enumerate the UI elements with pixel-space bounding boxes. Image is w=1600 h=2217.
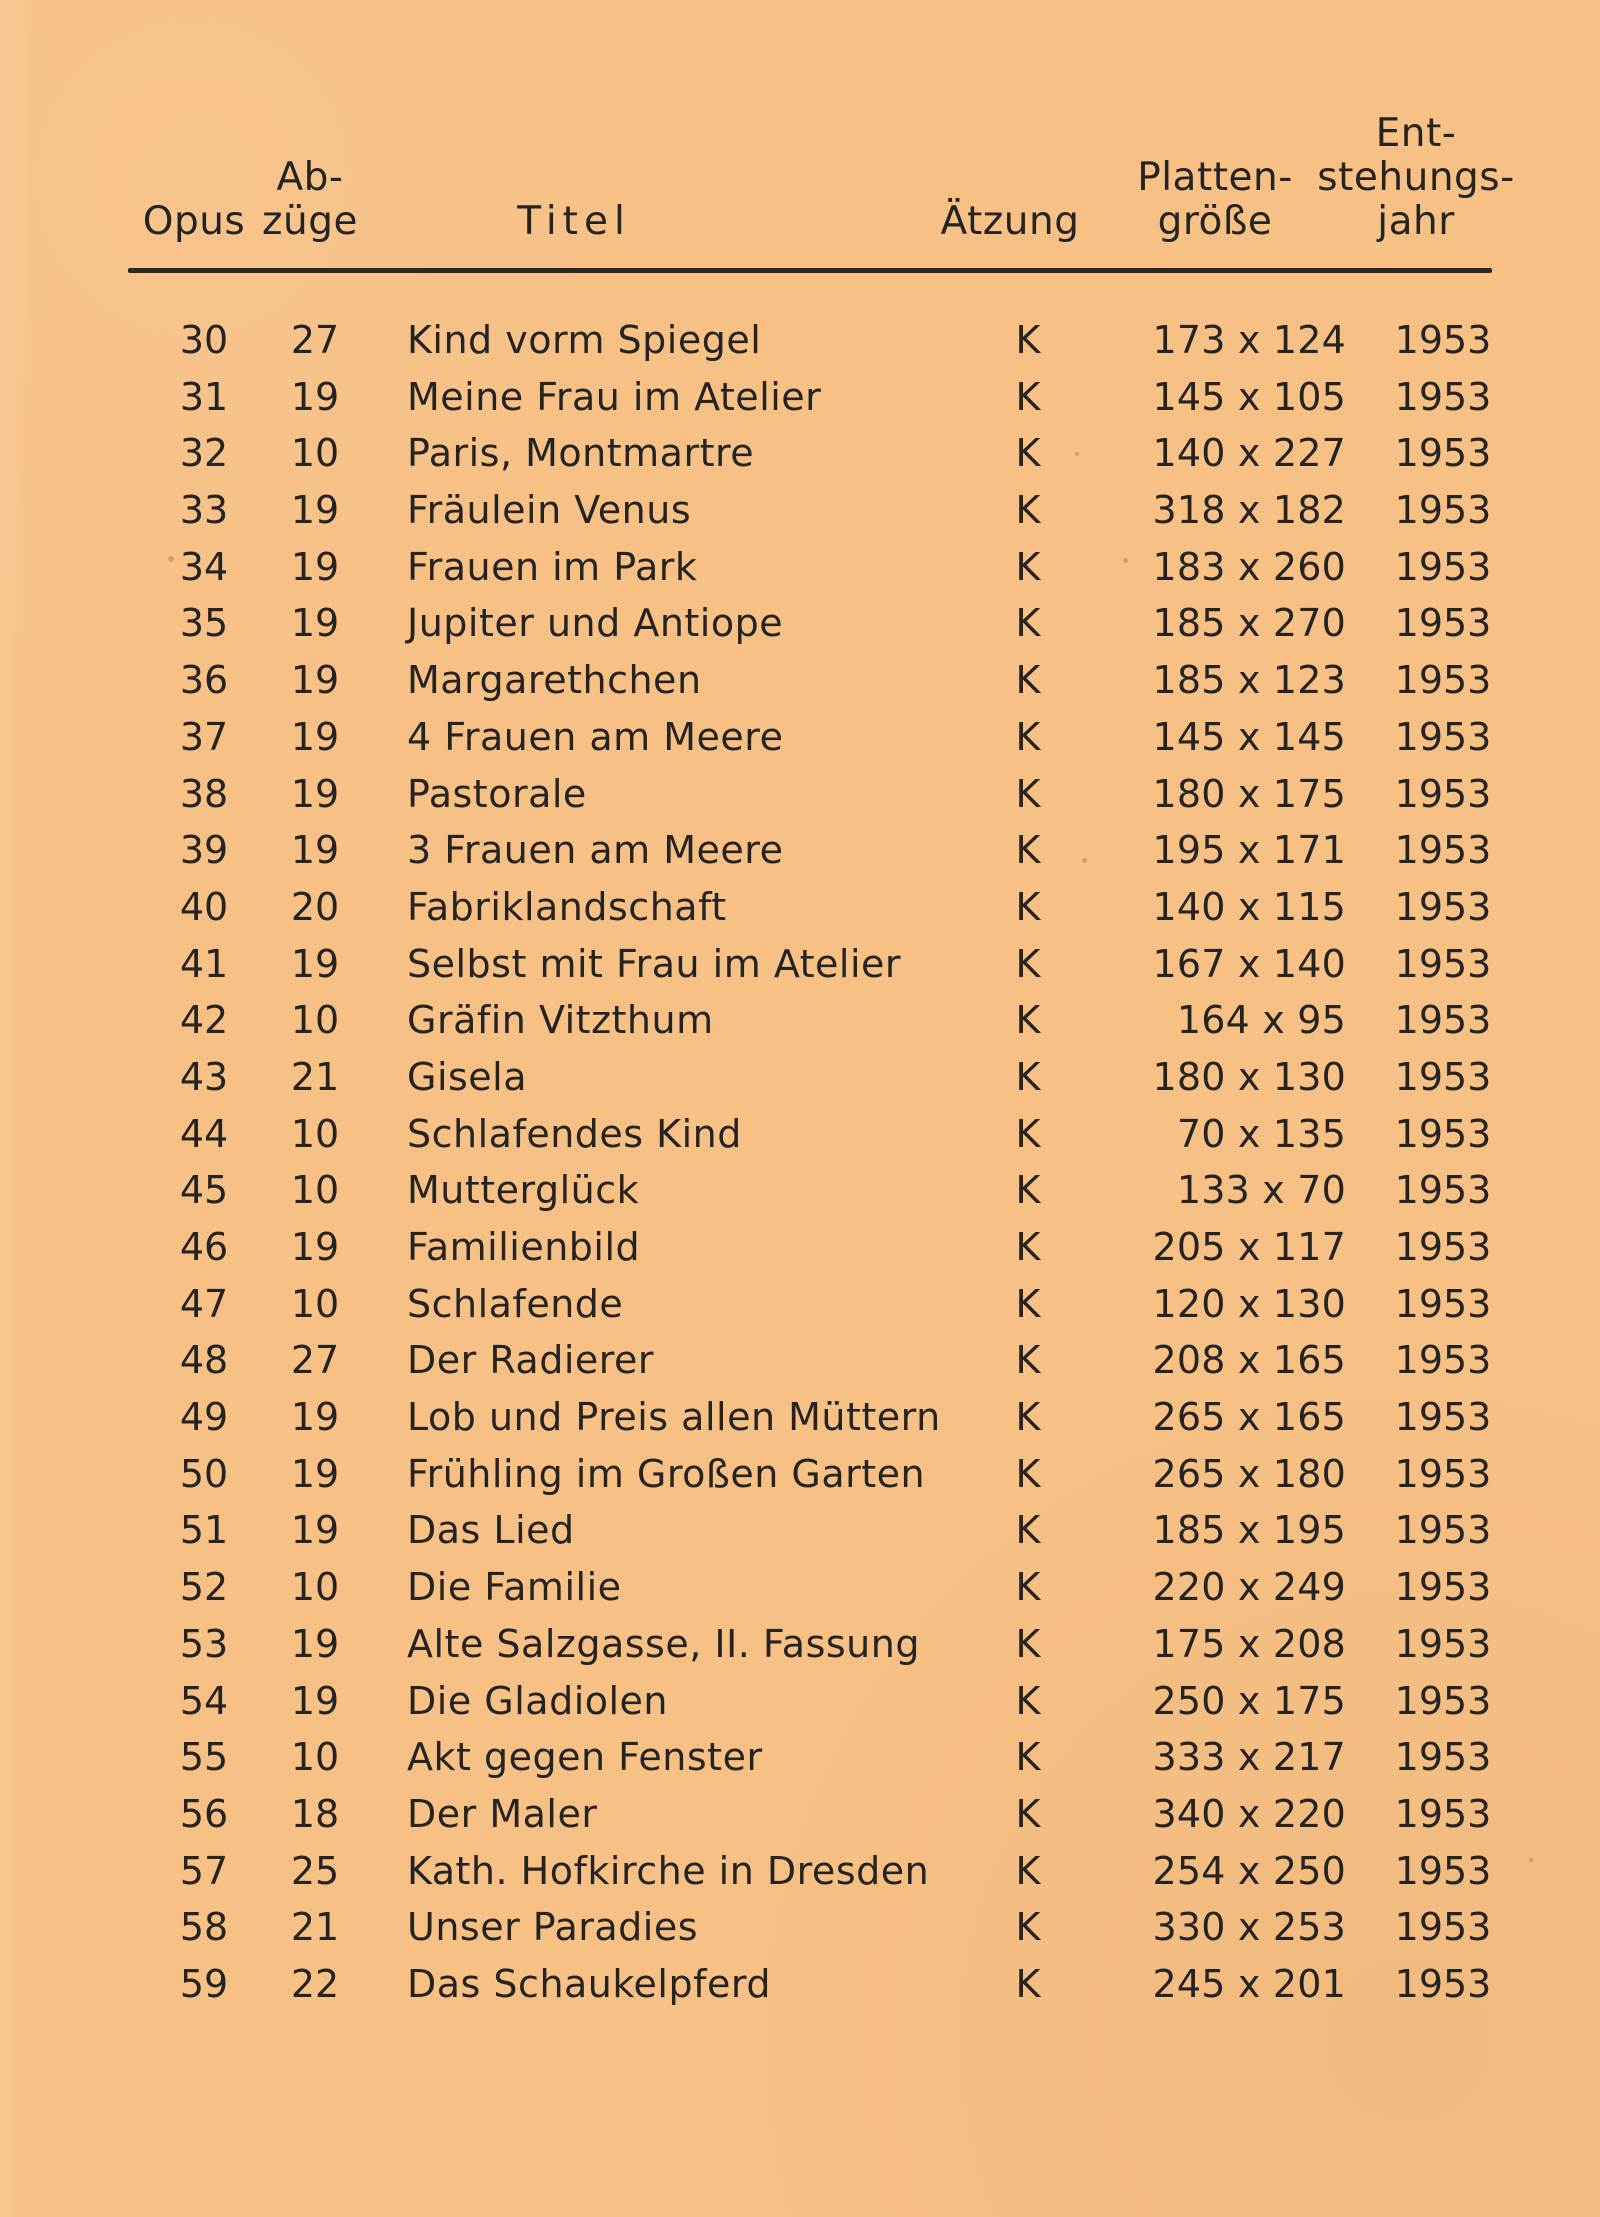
entstehungsjahr-cell: 1953 [1394, 1281, 1492, 1326]
plattengroesse-cell: 205 x 117 [1152, 1225, 1346, 1269]
abzuege-cell: 10 [290, 998, 340, 1043]
header-abzuege [250, 156, 370, 244]
opus-cell: 47 [179, 1281, 229, 1326]
header-jahr-line3: jahr [1377, 199, 1455, 244]
entstehungsjahr-cell: 1953 [1394, 1791, 1492, 1836]
table-row [0, 1843, 1600, 1900]
table-row [0, 482, 1600, 539]
entstehungsjahr-cell: 1953 [1394, 884, 1492, 929]
plattengroesse-cell: 145 x 145 [1152, 714, 1346, 759]
aetzung-cell: K [1015, 318, 1041, 362]
aetzung-cell: K [1015, 658, 1041, 703]
aetzung-cell: K [1015, 1621, 1041, 1666]
abzuege-cell: 10 [290, 431, 340, 476]
aetzung-cell: K [1015, 1225, 1041, 1269]
aetzung-cell: K [1015, 1678, 1041, 1723]
plattengroesse-cell: 145 x 105 [1152, 374, 1346, 419]
abzuege-cell: 21 [290, 1054, 340, 1099]
aetzung-cell: K [1015, 884, 1041, 929]
plattengroesse-cell: 140 x 227 [1152, 431, 1346, 476]
entstehungsjahr-cell: 1953 [1394, 1565, 1492, 1610]
header-platten-line2: größe [1157, 199, 1273, 244]
abzuege-cell: 20 [290, 884, 340, 929]
titel-cell: Mutterglück [407, 1168, 640, 1213]
header-aetzung-label: Ätzung [940, 199, 1080, 244]
paper-speck [1082, 858, 1087, 863]
abzuege-cell: 19 [290, 544, 340, 589]
plattengroesse-cell: 173 x 124 [1152, 318, 1346, 362]
plattengroesse-cell: 318 x 182 [1152, 488, 1346, 533]
titel-cell: Fabriklandschaft [407, 884, 727, 929]
header-aetzung [935, 200, 1085, 244]
titel-cell: 4 Frauen am Meere [407, 714, 784, 759]
plattengroesse-cell: 183 x 260 [1152, 544, 1346, 589]
table-row [0, 312, 1600, 369]
table-row [0, 1673, 1600, 1730]
catalog-table [0, 312, 1600, 2013]
plattengroesse-cell: 180 x 130 [1152, 1054, 1346, 1099]
plattengroesse-cell: 70 x 135 [1176, 1111, 1346, 1156]
titel-cell: Selbst mit Frau im Atelier [407, 941, 902, 986]
plattengroesse-cell: 330 x 253 [1152, 1905, 1346, 1950]
titel-cell: Lob und Preis allen Müttern [407, 1395, 941, 1440]
abzuege-cell: 10 [290, 1111, 340, 1156]
plattengroesse-cell: 265 x 180 [1152, 1451, 1346, 1496]
aetzung-cell: K [1015, 941, 1041, 986]
abzuege-cell: 27 [290, 318, 340, 362]
abzuege-cell: 18 [290, 1791, 340, 1836]
titel-cell: Die Familie [407, 1565, 622, 1610]
opus-cell: 31 [179, 374, 229, 419]
aetzung-cell: K [1015, 1791, 1041, 1836]
opus-cell: 42 [179, 998, 229, 1043]
plattengroesse-cell: 185 x 123 [1152, 658, 1346, 703]
titel-cell: Frühling im Großen Garten [407, 1451, 926, 1496]
header-abzuege-line1: Ab- [276, 155, 344, 200]
opus-cell: 58 [179, 1905, 229, 1950]
table-row [0, 992, 1600, 1049]
opus-cell: 48 [179, 1338, 229, 1383]
plattengroesse-cell: 208 x 165 [1152, 1338, 1346, 1383]
abzuege-cell: 19 [290, 1225, 340, 1269]
opus-cell: 37 [179, 714, 229, 759]
table-row [0, 1559, 1600, 1616]
aetzung-cell: K [1015, 1735, 1041, 1780]
aetzung-cell: K [1015, 1054, 1041, 1099]
abzuege-cell: 19 [290, 601, 340, 646]
titel-cell: Der Maler [407, 1791, 598, 1836]
abzuege-cell: 19 [290, 1508, 340, 1553]
entstehungsjahr-cell: 1953 [1394, 601, 1492, 646]
entstehungsjahr-cell: 1953 [1394, 1961, 1492, 2006]
table-row [0, 1106, 1600, 1163]
header-divider [128, 268, 1492, 273]
aetzung-cell: K [1015, 1338, 1041, 1383]
titel-cell: Jupiter und Antiope [407, 601, 784, 646]
aetzung-cell: K [1015, 771, 1041, 816]
aetzung-cell: K [1015, 488, 1041, 533]
aetzung-cell: K [1015, 601, 1041, 646]
table-row [0, 1899, 1600, 1956]
aetzung-cell: K [1015, 1111, 1041, 1156]
opus-cell: 43 [179, 1054, 229, 1099]
opus-cell: 36 [179, 658, 229, 703]
header-plattengroesse [1120, 156, 1310, 244]
header-titel [494, 200, 654, 244]
entstehungsjahr-cell: 1953 [1394, 658, 1492, 703]
table-row [0, 369, 1600, 426]
titel-cell: Alte Salzgasse, II. Fassung [407, 1621, 920, 1666]
table-row [0, 1616, 1600, 1673]
abzuege-cell: 19 [290, 1451, 340, 1496]
abzuege-cell: 10 [290, 1281, 340, 1326]
opus-cell: 59 [179, 1961, 229, 2006]
entstehungsjahr-cell: 1953 [1394, 771, 1492, 816]
abzuege-cell: 19 [290, 714, 340, 759]
table-row [0, 539, 1600, 596]
plattengroesse-cell: 164 x 95 [1176, 998, 1346, 1043]
entstehungsjahr-cell: 1953 [1394, 1168, 1492, 1213]
opus-cell: 45 [179, 1168, 229, 1213]
aetzung-cell: K [1015, 1565, 1041, 1610]
titel-cell: Das Schaukelpferd [407, 1961, 771, 2006]
header-jahr-line1: Ent- [1375, 111, 1457, 156]
aetzung-cell: K [1015, 1281, 1041, 1326]
abzuege-cell: 10 [290, 1565, 340, 1610]
entstehungsjahr-cell: 1953 [1394, 1735, 1492, 1780]
entstehungsjahr-cell: 1953 [1394, 1905, 1492, 1950]
plattengroesse-cell: 220 x 249 [1152, 1565, 1346, 1610]
abzuege-cell: 10 [290, 1168, 340, 1213]
entstehungsjahr-cell: 1953 [1394, 941, 1492, 986]
opus-cell: 35 [179, 601, 229, 646]
opus-cell: 50 [179, 1451, 229, 1496]
table-row [0, 1162, 1600, 1219]
paper-speck [1529, 1858, 1533, 1862]
header-opus-label: Opus [142, 199, 246, 244]
opus-cell: 30 [179, 318, 229, 362]
titel-cell: Akt gegen Fenster [407, 1735, 763, 1780]
titel-cell: Familienbild [407, 1225, 641, 1269]
abzuege-cell: 19 [290, 771, 340, 816]
plattengroesse-cell: 195 x 171 [1152, 828, 1346, 873]
abzuege-cell: 19 [290, 374, 340, 419]
aetzung-cell: K [1015, 1168, 1041, 1213]
table-row [0, 1729, 1600, 1786]
paper-speck [1123, 558, 1128, 563]
titel-cell: Meine Frau im Atelier [407, 374, 822, 419]
entstehungsjahr-cell: 1953 [1394, 828, 1492, 873]
entstehungsjahr-cell: 1953 [1394, 318, 1492, 362]
table-row [0, 1332, 1600, 1389]
opus-cell: 46 [179, 1225, 229, 1269]
titel-cell: Gräfin Vitzthum [407, 998, 714, 1043]
table-row [0, 709, 1600, 766]
opus-cell: 34 [179, 544, 229, 589]
opus-cell: 51 [179, 1508, 229, 1553]
titel-cell: Pastorale [407, 771, 587, 816]
plattengroesse-cell: 265 x 165 [1152, 1395, 1346, 1440]
titel-cell: Kath. Hofkirche in Dresden [407, 1848, 930, 1893]
plattengroesse-cell: 245 x 201 [1152, 1961, 1346, 2006]
abzuege-cell: 25 [290, 1848, 340, 1893]
plattengroesse-cell: 340 x 220 [1152, 1791, 1346, 1836]
abzuege-cell: 27 [290, 1338, 340, 1383]
opus-cell: 57 [179, 1848, 229, 1893]
titel-cell: Schlafendes Kind [407, 1111, 742, 1156]
plattengroesse-cell: 180 x 175 [1152, 771, 1346, 816]
titel-cell: Paris, Montmartre [407, 431, 755, 476]
abzuege-cell: 19 [290, 1395, 340, 1440]
opus-cell: 38 [179, 771, 229, 816]
table-row [0, 879, 1600, 936]
table-row [0, 1446, 1600, 1503]
opus-cell: 40 [179, 884, 229, 929]
entstehungsjahr-cell: 1953 [1394, 1621, 1492, 1666]
abzuege-cell: 19 [290, 828, 340, 873]
entstehungsjahr-cell: 1953 [1394, 431, 1492, 476]
aetzung-cell: K [1015, 1508, 1041, 1553]
titel-cell: Schlafende [407, 1281, 624, 1326]
table-row [0, 1276, 1600, 1333]
plattengroesse-cell: 175 x 208 [1152, 1621, 1346, 1666]
opus-cell: 32 [179, 431, 229, 476]
titel-cell: Die Gladiolen [407, 1678, 669, 1723]
plattengroesse-cell: 167 x 140 [1152, 941, 1346, 986]
titel-cell: Das Lied [407, 1508, 575, 1553]
abzuege-cell: 19 [290, 1678, 340, 1723]
entstehungsjahr-cell: 1953 [1394, 1054, 1492, 1099]
abzuege-cell: 19 [290, 658, 340, 703]
entstehungsjahr-cell: 1953 [1394, 1678, 1492, 1723]
table-row [0, 652, 1600, 709]
titel-cell: Kind vorm Spiegel [407, 318, 762, 362]
entstehungsjahr-cell: 1953 [1394, 1338, 1492, 1383]
plattengroesse-cell: 333 x 217 [1152, 1735, 1346, 1780]
aetzung-cell: K [1015, 1905, 1041, 1950]
plattengroesse-cell: 133 x 70 [1176, 1168, 1346, 1213]
titel-cell: Der Radierer [407, 1338, 655, 1383]
aetzung-cell: K [1015, 1451, 1041, 1496]
aetzung-cell: K [1015, 998, 1041, 1043]
opus-cell: 49 [179, 1395, 229, 1440]
titel-cell: Fräulein Venus [407, 488, 692, 533]
opus-cell: 52 [179, 1565, 229, 1610]
plattengroesse-cell: 250 x 175 [1152, 1678, 1346, 1723]
aetzung-cell: K [1015, 374, 1041, 419]
entstehungsjahr-cell: 1953 [1394, 1848, 1492, 1893]
entstehungsjahr-cell: 1953 [1394, 488, 1492, 533]
aetzung-cell: K [1015, 714, 1041, 759]
opus-cell: 53 [179, 1621, 229, 1666]
header-entstehungsjahr [1311, 112, 1521, 244]
header-platten-line1: Platten- [1137, 155, 1293, 200]
entstehungsjahr-cell: 1953 [1394, 998, 1492, 1043]
aetzung-cell: K [1015, 1961, 1041, 2006]
titel-cell: Unser Paradies [407, 1905, 699, 1950]
abzuege-cell: 21 [290, 1905, 340, 1950]
aetzung-cell: K [1015, 1848, 1041, 1893]
plattengroesse-cell: 120 x 130 [1152, 1281, 1346, 1326]
table-row [0, 936, 1600, 993]
table-row [0, 1956, 1600, 2013]
plattengroesse-cell: 140 x 115 [1152, 884, 1346, 929]
header-opus [142, 200, 246, 244]
titel-cell: Gisela [407, 1054, 528, 1099]
header-abzuege-line2: züge [262, 199, 358, 244]
abzuege-cell: 19 [290, 941, 340, 986]
aetzung-cell: K [1015, 1395, 1041, 1440]
table-row [0, 1389, 1600, 1446]
opus-cell: 54 [179, 1678, 229, 1723]
entstehungsjahr-cell: 1953 [1394, 1111, 1492, 1156]
opus-cell: 41 [179, 941, 229, 986]
abzuege-cell: 10 [290, 1735, 340, 1780]
opus-cell: 39 [179, 828, 229, 873]
entstehungsjahr-cell: 1953 [1394, 544, 1492, 589]
table-row [0, 1219, 1600, 1276]
plattengroesse-cell: 185 x 195 [1152, 1508, 1346, 1553]
titel-cell: 3 Frauen am Meere [407, 828, 784, 873]
plattengroesse-cell: 185 x 270 [1152, 601, 1346, 646]
entstehungsjahr-cell: 1953 [1394, 1508, 1492, 1553]
abzuege-cell: 19 [290, 488, 340, 533]
table-row [0, 595, 1600, 652]
opus-cell: 56 [179, 1791, 229, 1836]
titel-cell: Frauen im Park [407, 544, 698, 589]
paper-speck [168, 556, 174, 562]
titel-cell: Margarethchen [407, 658, 702, 703]
entstehungsjahr-cell: 1953 [1394, 714, 1492, 759]
abzuege-cell: 19 [290, 1621, 340, 1666]
plattengroesse-cell: 254 x 250 [1152, 1848, 1346, 1893]
entstehungsjahr-cell: 1953 [1394, 374, 1492, 419]
opus-cell: 44 [179, 1111, 229, 1156]
table-row [0, 425, 1600, 482]
entstehungsjahr-cell: 1953 [1394, 1225, 1492, 1269]
table-row [0, 822, 1600, 879]
header-jahr-line2: stehungs- [1317, 155, 1515, 200]
aetzung-cell: K [1015, 431, 1041, 476]
opus-cell: 55 [179, 1735, 229, 1780]
entstehungsjahr-cell: 1953 [1394, 1395, 1492, 1440]
abzuege-cell: 22 [290, 1961, 340, 2006]
opus-cell: 33 [179, 488, 229, 533]
entstehungsjahr-cell: 1953 [1394, 1451, 1492, 1496]
table-row [0, 1502, 1600, 1559]
header-titel-label: Titel [517, 199, 631, 244]
table-row [0, 1786, 1600, 1843]
table-row [0, 766, 1600, 823]
paper-speck [1075, 452, 1079, 456]
aetzung-cell: K [1015, 544, 1041, 589]
aetzung-cell: K [1015, 828, 1041, 873]
table-row [0, 1049, 1600, 1106]
